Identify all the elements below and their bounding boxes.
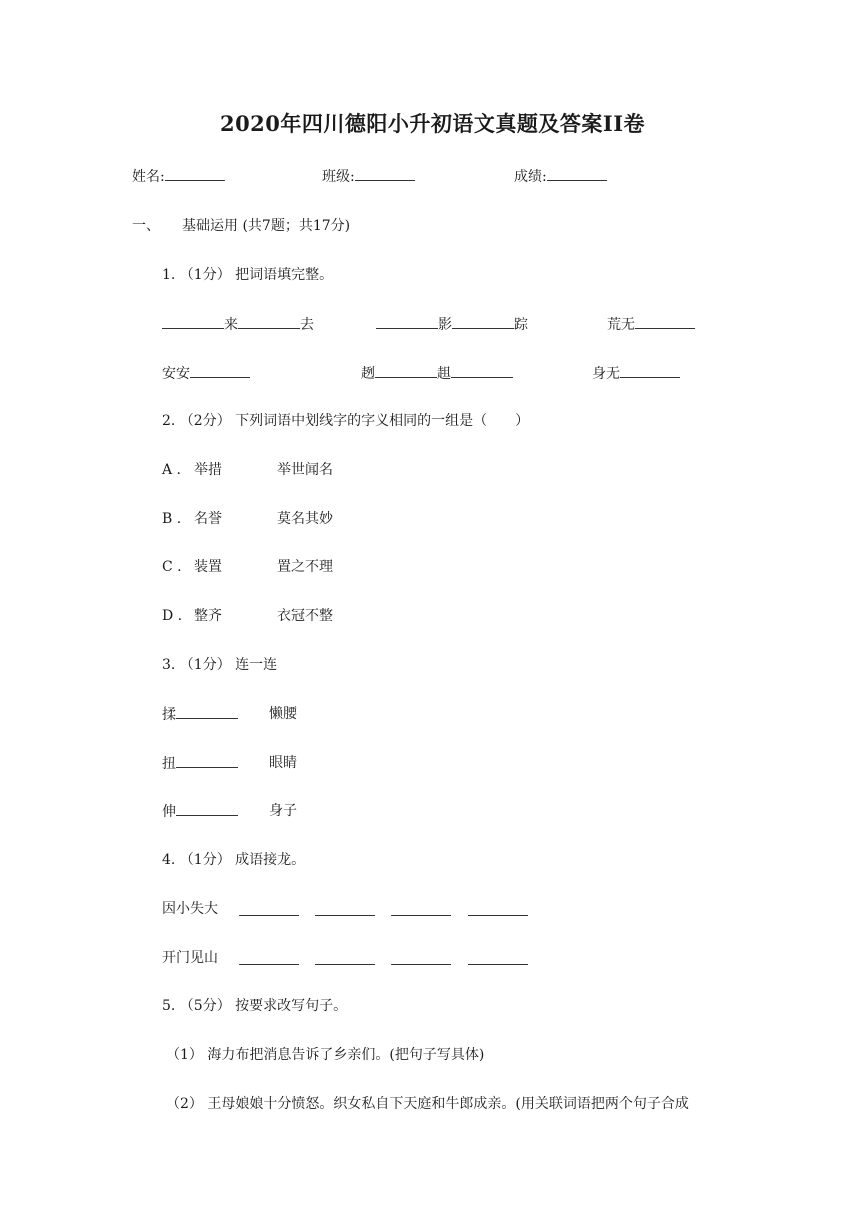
score-blank[interactable]: [547, 167, 607, 181]
blank[interactable]: [238, 315, 300, 329]
blank[interactable]: [375, 364, 437, 378]
option-word-2: 衣冠不整: [277, 608, 333, 624]
class-field[interactable]: [322, 167, 415, 186]
idiom-chain-row[interactable]: [162, 949, 218, 967]
option-a[interactable]: [162, 461, 333, 479]
q1-item-1[interactable]: [162, 315, 314, 334]
option-word-2: 举世闻名: [277, 462, 333, 478]
q1-char: 趄: [437, 366, 451, 382]
match-row[interactable]: [162, 754, 297, 773]
q1-char: 影: [438, 317, 452, 333]
blank[interactable]: [176, 802, 238, 816]
class-blank[interactable]: [355, 167, 415, 181]
blank[interactable]: [176, 754, 238, 768]
option-letter: B .: [162, 511, 182, 527]
q1-item-6[interactable]: [592, 364, 680, 383]
blank[interactable]: [468, 902, 528, 916]
idiom-start: 因小失大: [162, 901, 218, 917]
option-word-2: 置之不理: [277, 559, 333, 575]
blank[interactable]: [190, 364, 250, 378]
option-d[interactable]: [162, 607, 333, 625]
question-4-stem: 4. （1分） 成语接龙。: [162, 852, 306, 868]
question-2-stem: 2. （2分） 下列词语中划线字的字义相同的一组是（ ）: [162, 413, 530, 429]
score-label: 成绩:: [514, 169, 547, 185]
section-number: 一、: [132, 218, 160, 234]
q5-sub-1: （1） 海力布把消息告诉了乡亲们。(把句子写具体): [166, 1047, 485, 1063]
score-field[interactable]: [514, 167, 607, 186]
q1-char: 安安: [162, 366, 190, 382]
q5-sub-2: （2） 王母娘娘十分愤怒。织女私自下天庭和牛郎成亲。(用关联词语把两个句子合成: [166, 1096, 689, 1112]
q1-char: 荒无: [607, 317, 635, 333]
idiom-start: 开门见山: [162, 950, 218, 966]
q1-char: 身无: [592, 366, 620, 382]
blank[interactable]: [315, 902, 375, 916]
blank[interactable]: [176, 705, 238, 719]
blank[interactable]: [391, 951, 451, 965]
q1-item-4[interactable]: [162, 364, 250, 383]
q1-item-5[interactable]: [361, 364, 513, 383]
blank[interactable]: [451, 364, 513, 378]
option-b[interactable]: [162, 510, 333, 528]
question-1-stem: 1. （1分） 把词语填完整。: [162, 267, 334, 283]
question-5-stem: 5. （5分） 按要求改写句子。: [162, 998, 348, 1014]
option-letter: C .: [162, 559, 182, 575]
option-letter: D .: [162, 608, 183, 624]
q1-char: 趔: [361, 366, 375, 382]
blank[interactable]: [239, 902, 299, 916]
match-row[interactable]: [162, 705, 297, 724]
option-word-1: 举措: [194, 462, 222, 478]
q1-item-3[interactable]: [607, 315, 695, 334]
blank[interactable]: [452, 315, 514, 329]
section-title: 基础运用 (共7题；共17分): [182, 218, 351, 234]
class-label: 班级:: [322, 169, 355, 185]
match-right[interactable]: 眼睛: [269, 755, 297, 771]
option-c[interactable]: [162, 558, 333, 576]
q1-char: 踪: [514, 317, 528, 333]
blank[interactable]: [376, 315, 438, 329]
name-label: 姓名:: [132, 169, 165, 185]
blank[interactable]: [239, 951, 299, 965]
q1-char: 去: [300, 317, 314, 333]
section-heading: [132, 217, 350, 235]
match-right[interactable]: 身子: [269, 803, 297, 819]
option-word-1: 名誉: [194, 511, 222, 527]
page-title: 2020年四川德阳小升初语文真题及答案II卷: [219, 111, 646, 136]
option-letter: A .: [162, 462, 182, 478]
name-blank[interactable]: [165, 167, 225, 181]
match-left: 扭: [162, 756, 176, 772]
match-row[interactable]: [162, 802, 297, 821]
blank[interactable]: [620, 364, 680, 378]
blank[interactable]: [635, 315, 695, 329]
blank[interactable]: [391, 902, 451, 916]
blank[interactable]: [468, 951, 528, 965]
match-left: 揉: [162, 707, 176, 723]
match-left: 伸: [162, 804, 176, 820]
option-word-2: 莫名其妙: [277, 511, 333, 527]
blank[interactable]: [315, 951, 375, 965]
q1-item-2[interactable]: [376, 315, 528, 334]
option-word-1: 装置: [194, 559, 222, 575]
idiom-chain-row[interactable]: [162, 900, 218, 918]
match-right[interactable]: 懒腰: [269, 706, 297, 722]
option-word-1: 整齐: [194, 608, 222, 624]
q1-char: 来: [224, 317, 238, 333]
question-3-stem: 3. （1分） 连一连: [162, 657, 278, 673]
blank[interactable]: [162, 315, 224, 329]
name-field[interactable]: [132, 167, 225, 186]
